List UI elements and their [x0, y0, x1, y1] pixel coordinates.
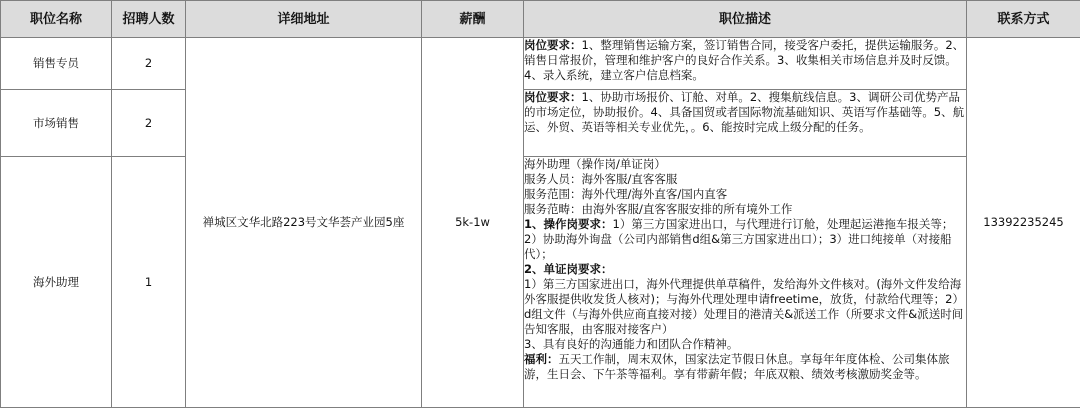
header-count: 招聘人数 [112, 1, 186, 38]
job-description [524, 38, 967, 90]
desc-label: 岗位要求： [524, 38, 582, 52]
job-title: 市场销售 [1, 90, 112, 157]
job-address: 禅城区文华北路223号文华荟产业园5座 [186, 38, 422, 408]
desc-text: 服务人员：海外客服/直客客服 [524, 172, 677, 186]
desc-text: 1、协助市场报价、订舱、对单。2、搜集航线信息。3、调研公司优势产品的市场定位，协助报价。4、具备国贸或者国际物流基础知识、英语写作基础等。5、航运、外贸、英语等相关专业优先，。6、能按时完成上级分配的任务。 [524, 90, 964, 134]
header-address: 详细地址 [186, 1, 422, 38]
table-row [1, 90, 1080, 157]
job-count: 2 [112, 38, 186, 90]
desc-line [524, 202, 966, 217]
header-contact: 联系方式 [967, 1, 1080, 38]
desc-text: 3、具有良好的沟通能力和团队合作精神。 [524, 337, 738, 351]
header-title: 职位名称 [1, 1, 112, 38]
job-title: 销售专员 [1, 38, 112, 90]
job-description [524, 157, 967, 408]
desc-line [524, 337, 966, 352]
header-salary: 薪酬 [422, 1, 524, 38]
job-salary: 5k-1w [422, 38, 524, 408]
desc-text: 1）第三方国家进出口，与代理进行订舱，处理起运港拖车报关等；2）协助海外询盘（公司内部销售d组&第三方国家进出口）；3）进口纯接单（对接船代）； [524, 217, 953, 261]
desc-label: 福利： [524, 352, 559, 366]
desc-label: 2、单证岗要求： [524, 262, 613, 276]
desc-line [524, 352, 966, 382]
desc-line [524, 187, 966, 202]
desc-line [524, 217, 966, 262]
desc-line [524, 262, 966, 277]
job-contact: 13392235245 [967, 38, 1080, 408]
desc-label: 1、操作岗要求： [524, 217, 613, 231]
header-description: 职位描述 [524, 1, 967, 38]
desc-label: 岗位要求： [524, 90, 582, 104]
desc-text: 1、整理销售运输方案，签订销售合同，接受客户委托，提供运输服务。2、销售日常报价，管理和维护客户的良好合作关系。3、收集相关市场信息并及时反馈。4、录入系统，建立客户信息档案。 [524, 38, 964, 82]
job-title: 海外助理 [1, 157, 112, 408]
desc-text: 1）第三方国家进出口，海外代理提供单草稿件，发给海外文件核对。(海外文件发给海外客服提供收发货人核对)；与海外代理处理申请freetime，放货，付款给代理等；2）d组文件（与海外供应商直接对接）处理目的港清关&派送工作（所要求文件&派送时间告知客服，由客服对接客户） [524, 277, 964, 336]
header-row [1, 1, 1080, 38]
desc-text: 服务范围：海外代理/海外直客/国内直客 [524, 187, 727, 201]
desc-text: 服务范畴：由海外客服/直客客服安排的所有境外工作 [524, 202, 792, 216]
job-description [524, 90, 967, 157]
job-count: 1 [112, 157, 186, 408]
desc-line [524, 277, 966, 337]
desc-text: 五天工作制，周末双休，国家法定节假日休息。享每年年度体检、公司集体旅游，生日会、下午茶等福利。享有带薪年假；年底双粮、绩效考核激励奖金等。 [524, 352, 950, 381]
table-row [1, 38, 1080, 90]
table-row [1, 157, 1080, 408]
desc-line [524, 157, 966, 172]
job-count: 2 [112, 90, 186, 157]
desc-line [524, 172, 966, 187]
desc-text: 海外助理（操作岗/单证岗） [524, 157, 666, 171]
